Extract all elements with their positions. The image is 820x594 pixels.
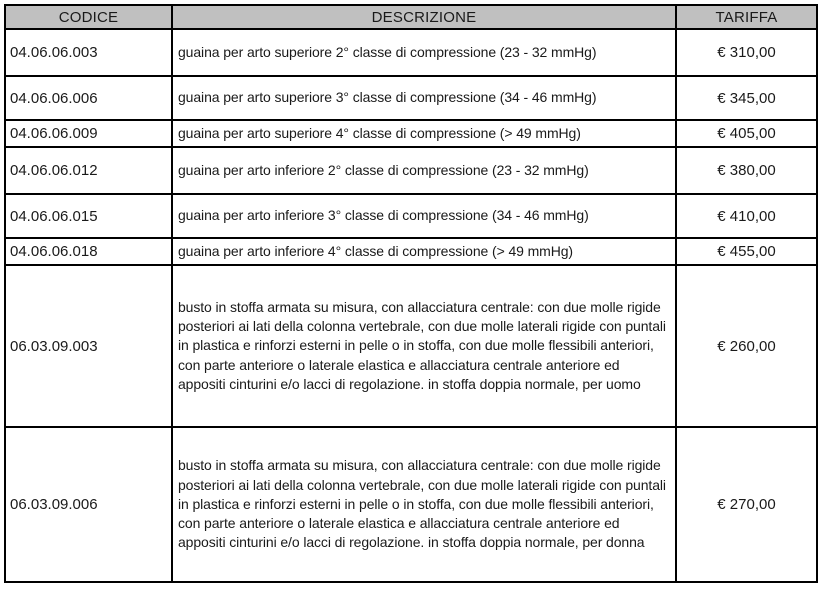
header-row: [5, 5, 817, 29]
tariff-cell: € 270,00: [676, 427, 817, 582]
description-cell: guaina per arto superiore 4° classe di compressione (> 49 mmHg): [172, 120, 676, 147]
description-cell: guaina per arto inferiore 2° classe di compressione (23 - 32 mmHg): [172, 147, 676, 194]
table-row: [5, 194, 817, 238]
code-cell: 06.03.09.006: [5, 427, 172, 582]
description-cell: busto in stoffa armata su misura, con allacciatura centrale: con due molle rigide posteriori ai lati della colonna vertebrale, con due molle laterali rigide con puntali in plastica e rinforzi esterni in pelle o in stoffa, con due molle flessibili anteriori, con parte anteriore o laterale elastica e allacciatura centrale anteriore ed appositi cinturini e/o lacci di regolazione. in stoffa doppia normale, per uomo: [172, 265, 676, 427]
table-row: [5, 147, 817, 194]
code-cell: 04.06.06.015: [5, 194, 172, 238]
table-row: [5, 120, 817, 147]
tariff-cell: € 260,00: [676, 265, 817, 427]
code-cell: 04.06.06.006: [5, 76, 172, 120]
table-row: [5, 427, 817, 582]
tariff-cell: € 380,00: [676, 147, 817, 194]
table-row: [5, 76, 817, 120]
tariff-cell: € 405,00: [676, 120, 817, 147]
table-row: [5, 238, 817, 265]
column-header-codice: CODICE: [5, 5, 172, 29]
tariff-table: [4, 4, 818, 583]
tariff-cell: € 455,00: [676, 238, 817, 265]
description-cell: guaina per arto superiore 2° classe di compressione (23 - 32 mmHg): [172, 29, 676, 76]
table-row: [5, 265, 817, 427]
column-header-tariffa: TARIFFA: [676, 5, 817, 29]
description-cell: guaina per arto inferiore 3° classe di compressione (34 - 46 mmHg): [172, 194, 676, 238]
table-row: [5, 29, 817, 76]
code-cell: 04.06.06.018: [5, 238, 172, 265]
description-cell: guaina per arto superiore 3° classe di compressione (34 - 46 mmHg): [172, 76, 676, 120]
column-header-descrizione: DESCRIZIONE: [172, 5, 676, 29]
code-cell: 04.06.06.003: [5, 29, 172, 76]
description-cell: guaina per arto inferiore 4° classe di compressione (> 49 mmHg): [172, 238, 676, 265]
description-cell: busto in stoffa armata su misura, con allacciatura centrale: con due molle rigide posteriori ai lati della colonna vertebrale, con due molle laterali rigide con puntali in plastica e rinforzi esterni in pelle o in stoffa, con due molle flessibili anteriori, con parte anteriore o laterale elastica e allacciatura centrale anteriore ed appositi cinturini e/o lacci di regolazione. in stoffa doppia normale, per donna: [172, 427, 676, 582]
tariff-cell: € 310,00: [676, 29, 817, 76]
code-cell: 04.06.06.012: [5, 147, 172, 194]
tariff-cell: € 410,00: [676, 194, 817, 238]
code-cell: 04.06.06.009: [5, 120, 172, 147]
code-cell: 06.03.09.003: [5, 265, 172, 427]
tariff-cell: € 345,00: [676, 76, 817, 120]
